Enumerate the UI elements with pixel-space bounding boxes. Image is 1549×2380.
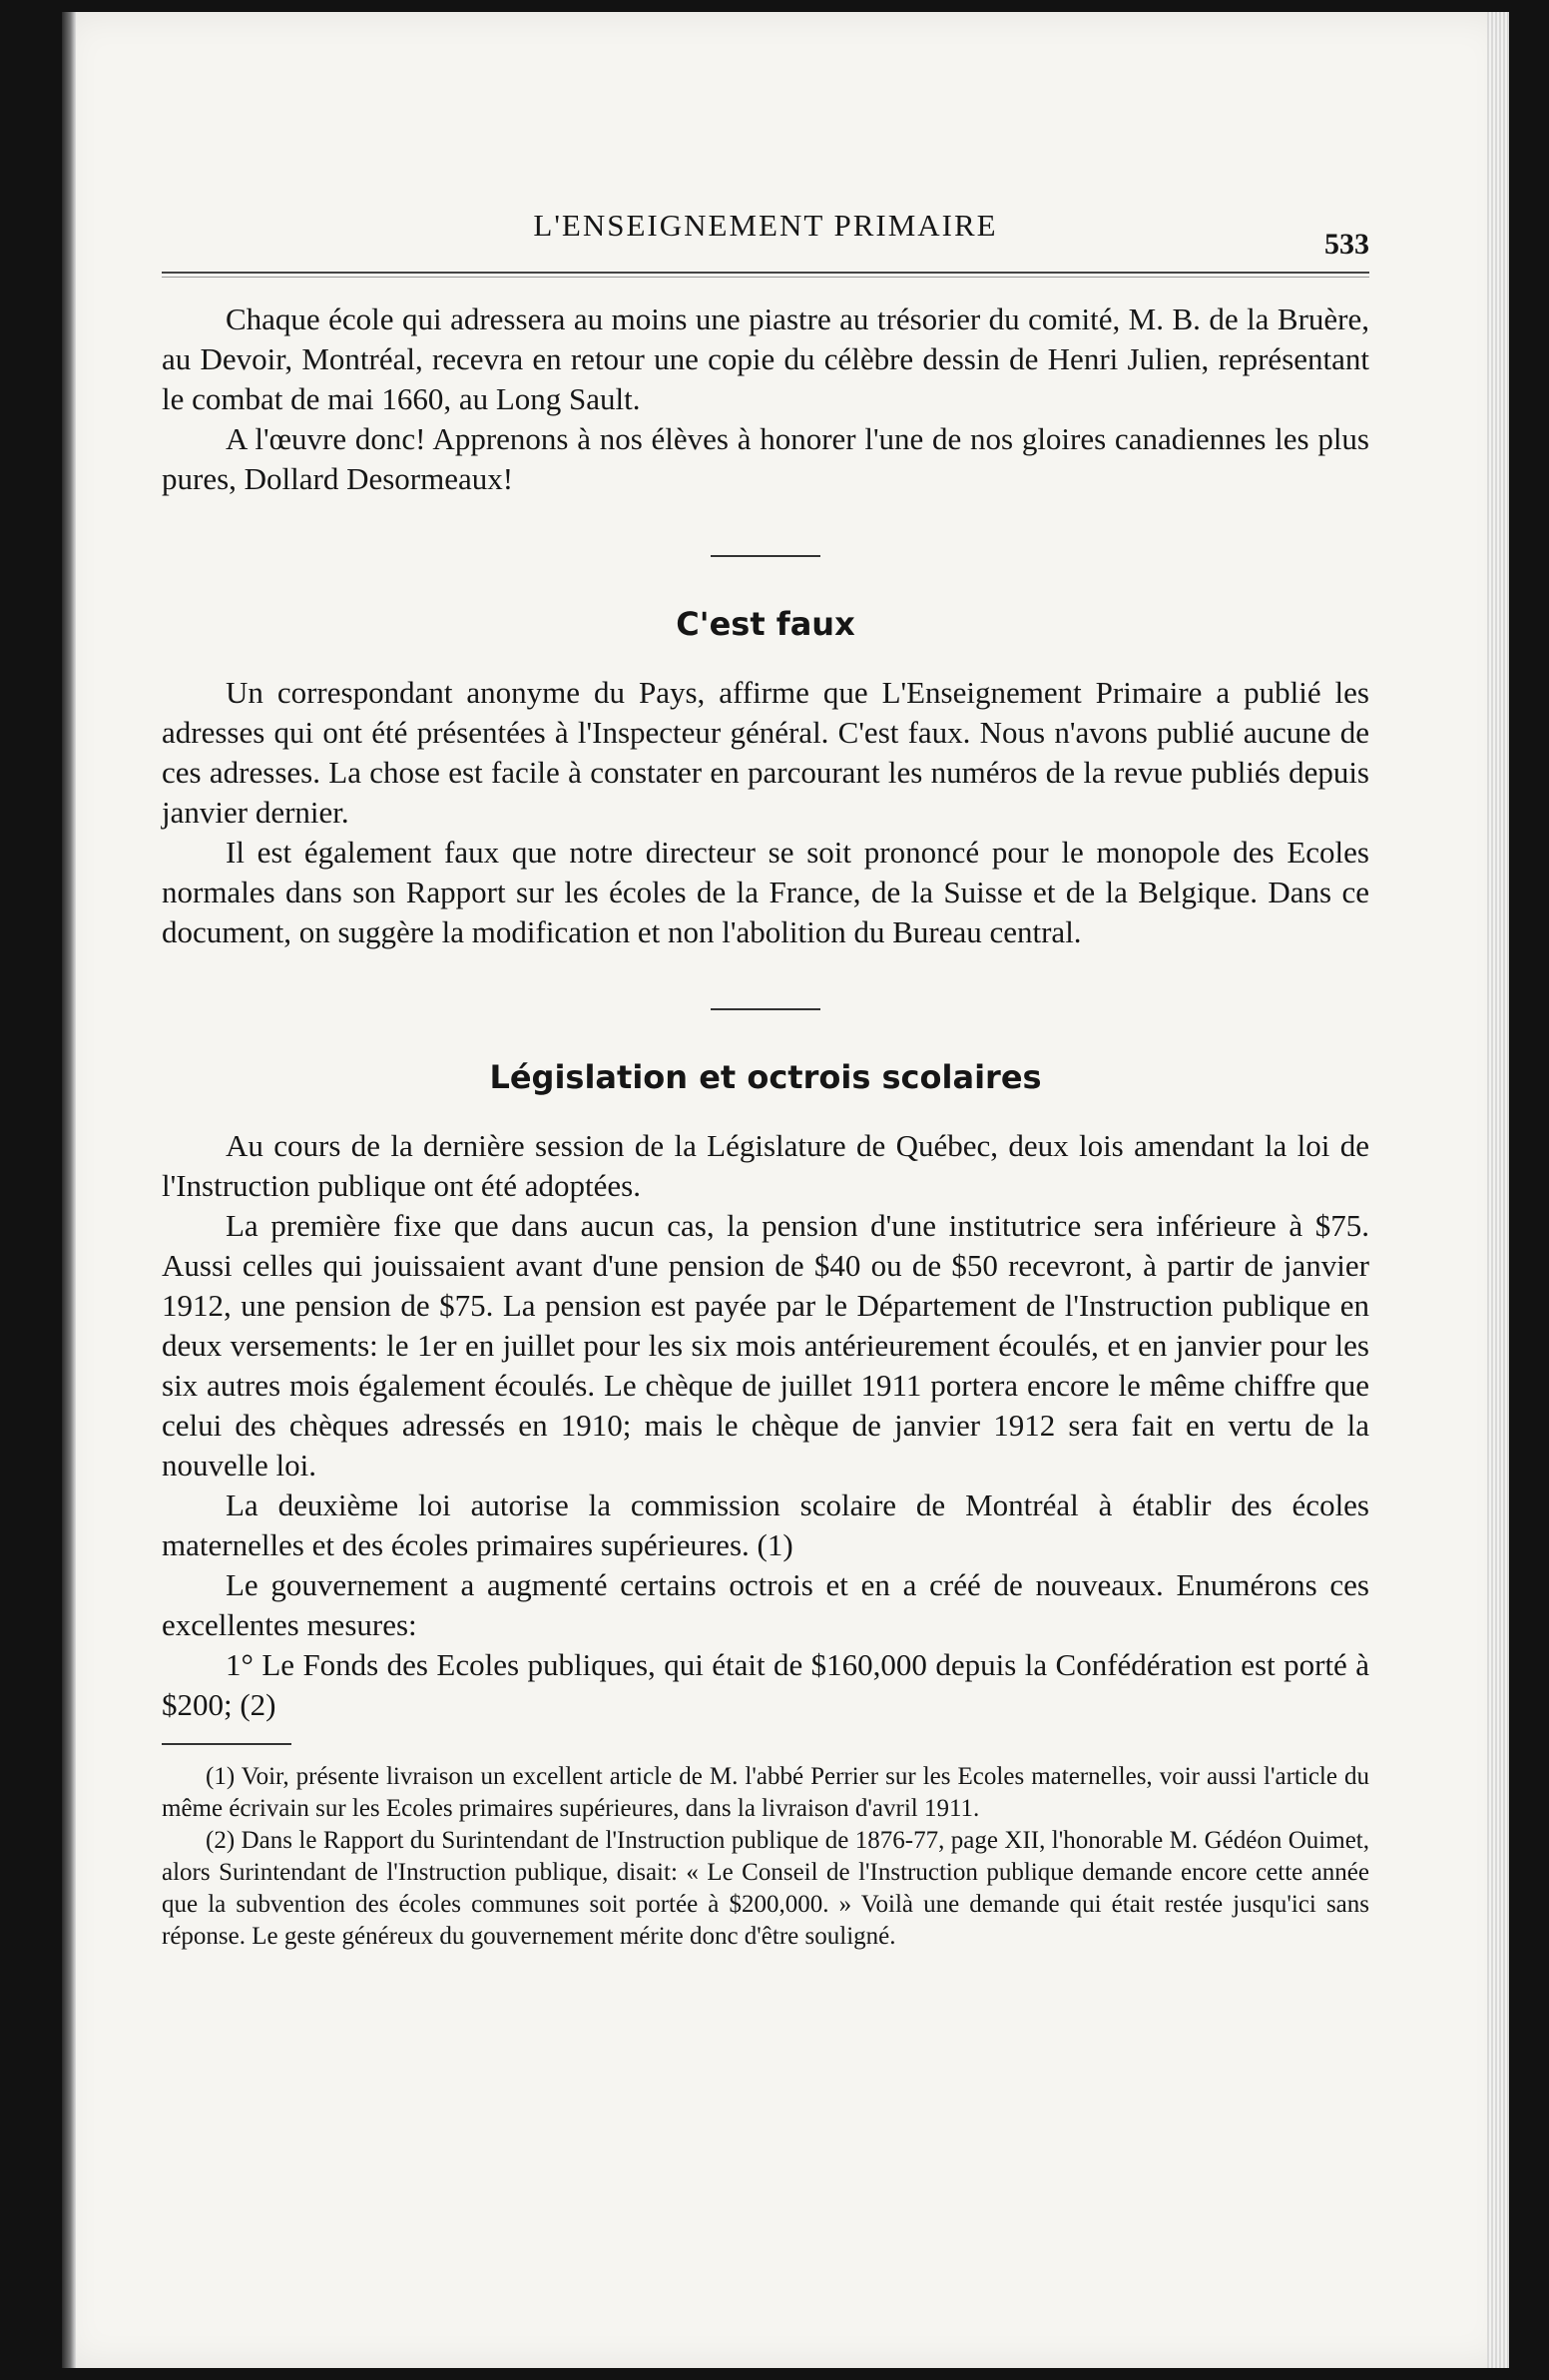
legislation-paragraph-5: 1° Le Fonds des Ecoles publiques, qui était de $160,000 depuis la Confédération est porté à $200; (2) — [162, 1647, 1369, 1722]
page-content — [162, 202, 1369, 1953]
footnote-1: (1) Voir, présente livraison un excellent article de M. l'abbé Perrier sur les Ecoles maternelles, voir aussi l'article du même écrivain sur les Ecoles primaires supérieures, dans la livraison d'avril 1911. — [162, 1763, 1369, 1822]
page-edges — [1487, 12, 1509, 2368]
section-separator — [711, 1008, 820, 1010]
intro-paragraph-1: Chaque école qui adressera au moins une piastre au trésorier du comité, M. B. de la Bruère, au Devoir, Montréal, recevra en retour une copie du célèbre dessin de Henri Julien, représentant le combat de mai 1660, au Long Sault. — [162, 301, 1369, 416]
footnote-rule — [162, 1743, 291, 1745]
intro-paragraph-2: A l'œuvre donc! Apprenons à nos élèves à honorer l'une de nos gloires canadiennes les plus pures, Dollard Desormeaux! — [162, 421, 1369, 496]
footnote-2: (2) Dans le Rapport du Surintendant de l'Instruction publique de 1876-77, page XII, l'honorable M. Gédéon Ouimet, alors Surintendant de l'Instruction publique, disait: « Le Conseil de l'Instruction publique demande encore cette année que la subvention des écoles communes soit portée à $200,000. » Voilà une demande qui était restée jusqu'ici sans réponse. Le geste généreux du gouvernement mérite donc d'être souligné. — [162, 1827, 1369, 1950]
book-page — [62, 12, 1509, 2368]
section-title-cest-faux: C'est faux — [676, 605, 855, 643]
legislation-paragraph-2: La première fixe que dans aucun cas, la pension d'une institutrice sera inférieure à $75. Aussi celles qui jouissaient avant d'une pension de $40 ou de $50 recevront, à partir de janvier 1912, une pension de $75. La pension est payée par le Département de l'Instruction publique en deux versements: le 1er en juillet pour les six mois antérieurement écoulés, et en janvier pour les six autres mois également écoulés. Le chèque de juillet 1911 portera encore le même chiffre que celui des chèques adressés en 1910; mais le chèque de janvier 1912 sera fait en vertu de la nouvelle loi. — [162, 1208, 1369, 1483]
legislation-paragraph-1: Au cours de la dernière session de la Législature de Québec, deux lois amendant la loi de l'Instruction publique ont été adoptées. — [162, 1128, 1369, 1203]
cest-faux-paragraph-2: Il est également faux que notre directeur se soit prononcé pour le monopole des Ecoles normales dans son Rapport sur les écoles de la France, de la Suisse et de la Belgique. Dans ce document, on suggère la modification et non l'abolition du Bureau central. — [162, 835, 1369, 949]
footnotes — [162, 1761, 1369, 1953]
running-title: L'ENSEIGNEMENT PRIMAIRE — [533, 208, 998, 243]
page-header — [162, 202, 1369, 272]
section-separator — [711, 555, 820, 557]
legislation-paragraph-3: La deuxième loi autorise la commission scolaire de Montréal à établir des écoles maternelles et des écoles primaires supérieures. (1) — [162, 1488, 1369, 1562]
book-spine — [62, 12, 76, 2368]
cest-faux-paragraph-1: Un correspondant anonyme du Pays, affirme que L'Enseignement Primaire a publié les adresses qui ont été présentées à l'Inspecteur général. C'est faux. Nous n'avons publié aucune de ces adresses. La chose est facile à constater en parcourant les numéros de la revue publiés depuis janvier dernier. — [162, 675, 1369, 830]
header-rule — [162, 272, 1369, 278]
section-title-legislation: Législation et octrois scolaires — [489, 1058, 1042, 1096]
legislation-paragraph-4: Le gouvernement a augmenté certains octrois et en a créé de nouveaux. Enumérons ces excellentes mesures: — [162, 1567, 1369, 1642]
page-number: 533 — [1324, 228, 1369, 261]
